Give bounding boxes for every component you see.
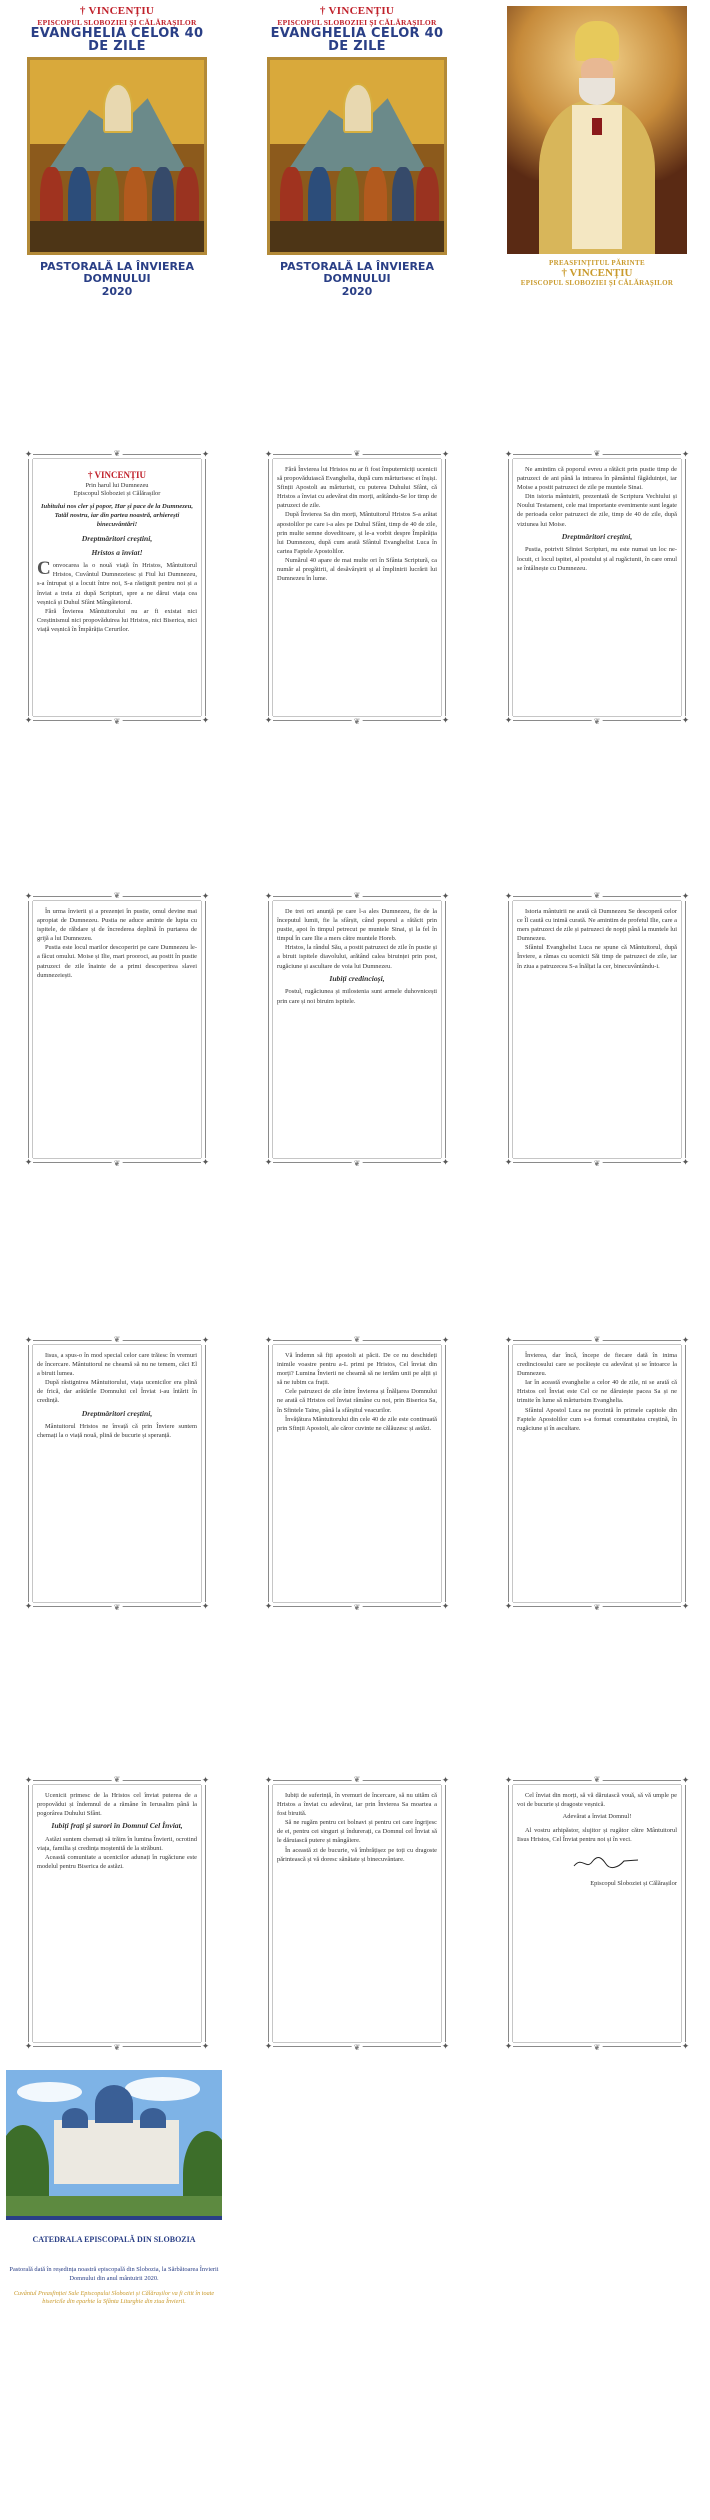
letter-line-2: Episcopul Sloboziei și Călărașilor bbox=[73, 490, 161, 498]
letter-address: Dreptmăritori creștini, bbox=[81, 533, 153, 543]
letter-paragraph: Pustia, potrivit Sfintei Scripturi, nu este numai un loc ne-locuit, ci locul ispitei, al postului și al rugăciunii, în care omul se întâlnește cu Dumnezeu. bbox=[517, 546, 677, 572]
final-sign: Episcopul Sloboziei și Călărașilor bbox=[590, 1880, 677, 1888]
page-frame: ✦ ✦ ✦ ✦ ❦ ❦ † VINCENȚIU Prin harul lui Dumnezeu Episcopul Sloboziei și Călărașilor Iubitului nos cler și popor, Har și pace de la Dumnezeu, Tatăl nostru, iar din partea noastră, arhierești binecuvântări! Dreptmăritori creștini, Hristos a înviat! Convocarea la o nouă viață în Hristos, Mântuitorul Hristos, Cuvântul Dumnezeiesc și Fiul lui Dumnezeu, s-a întrupat și a locuit între noi, S-a răstignit pentru noi și a înviat a treia zi după Scripturi, spre a ne dărui viața cea veșnică și Duhul Sfânt Mângâietorul. Fără Învierea Mântuitorului nu ar fi existat nici Creștinismul nici propovăduirea lui Hristos, nici Biserica, nici viață veșnică în Împărăția Cerurilor. bbox=[24, 449, 210, 726]
letter-page-8 bbox=[264, 1336, 450, 1611]
letter-hristos: Hristos a înviat! bbox=[91, 547, 143, 557]
letter-paragraph: Învierea, dar încă, începe de fiecare dată în inima credinciosului care se pocăiește cu adevărat și se întoarce la Dumnezeu. bbox=[517, 1352, 677, 1378]
cover-pastoral: PASTORALĂ LA ÎNVIEREA DOMNULUI bbox=[40, 259, 194, 285]
signature-image bbox=[572, 1854, 642, 1872]
cover-year: 2020 bbox=[101, 285, 133, 299]
page-frame: ✦ ✦ ✦ ✦ ❦ ❦ În urma învierii și a prezenței în pustie, omul devine mai apropiat de Dumnezeu. Pustia ne aduce aminte de lupta cu ispitele, de răbdare și de încrederea deplină în purtarea de grijă a lui Dumnezeu. Pustia este locul marilor descoperiri pe care Dumnezeu le-a făcut omului. Moise și Ilie, mari prooroci, au postit în pustie patruzeci de zile înainte de a primi descoperirea slavei dumnezeiești. bbox=[24, 891, 210, 1168]
portrait-caption-bottom: EPISCOPUL SLOBOZIEI ȘI CĂLĂRAȘILOR bbox=[520, 279, 674, 287]
letter-page-11 bbox=[264, 1776, 450, 2051]
letter-paragraph: Această comunitate a ucenicilor adunați în rugăciune este modelul pentru Biserica de astăzi. bbox=[37, 1854, 197, 1871]
letter-paragraph: Postul, rugăciunea și milostenia sunt armele duhovnicești prin care și noi biruim ispitele. bbox=[277, 988, 437, 1005]
page-frame: ✦ ✦ ✦ ✦ ❦ ❦ Ucenicii primesc de la Hristos cel înviat puterea de a propovădui și îndemnul de a rămâne în Ierusalim până la pogorârea Duhului Sfânt. Iubiți frați și surori în Domnul Cel Înviat, Astăzi suntem chemați să trăim în lumina Învierii, ocrotind viața, familia și credința moștenită de la străbuni. Această comunitate a ucenicilor adunați în rugăciune este modelul pentru Biserica de astăzi. bbox=[24, 1775, 210, 2052]
letter-page-1 bbox=[24, 450, 210, 725]
letter-paragraph: Pustia este locul marilor descoperiri pe care Dumnezeu le-a făcut omului. Moise și Ilie, mari prooroci, au postit în pustie patruzeci de zile înainte de a primi descoperirea slavei dumnezeiești. bbox=[37, 944, 197, 979]
cathedral-title: CATEDRALA EPISCOPALĂ DIN SLOBOZIA bbox=[32, 2235, 196, 2244]
cover-pastoral: PASTORALĂ LA ÎNVIEREA DOMNULUI bbox=[280, 259, 434, 285]
letter-paragraph: În această zi de bucurie, vă îmbrățișez pe toți cu dragoste părintească și vă doresc sănătate și binecuvântare. bbox=[277, 1846, 437, 1863]
transfiguration-icon-image bbox=[267, 57, 447, 255]
page-frame: ✦ ✦ ✦ ✦ ❦ ❦ Vă îndemn să fiți apostoli ai păcii. De ce nu deschideți inimile voastre pentru a-L primi pe Hristos, Cel înviat din morți? Lumina Învierii ne cheamă să ne iertăm unii pe alții și să ne iubim ca frații. Cele patruzeci de zile între Învierea și Înălțarea Domnului ne arată că Hristos cel înviat rămâne cu noi, prin Biserica Sa, în Sfintele Taine, până la sfârșitul veacurilor. Învățătura Mântuitorului din cele 40 de zile este continuată prin Sfinții Apostoli, ale căror cuvinte ne călăuzesc și astăzi. bbox=[264, 1335, 450, 1612]
letter-paragraph: După răstignirea Mântuitorului, viața ucenicilor era plină de frică, dar arătările Domnului cel Înviat i-au întărit în credință. bbox=[37, 1379, 197, 1405]
page-frame: ✦ ✦ ✦ ✦ ❦ ❦ Învierea, dar încă, începe de fiecare dată în inima credinciosului care se pocăiește cu adevărat și se întoarce la Dumnezeu. Iar în această evanghelie a celor 40 de zile, ni se arată că Hristos cel Înviat este Cel ce ne dăruiește pacea Sa și ne trimite în lume să mărturisim Evanghelia. Sfântul Apostol Luca ne prezintă în primele capitole din Faptele Apostolilor cum s-a format comunitatea creștină, în rugăciune și în ascultare. bbox=[504, 1335, 690, 1612]
page-frame: ✦ ✦ ✦ ✦ ❦ ❦ Fără Învierea lui Hristos nu ar fi fost împuterniciți ucenicii să propovăduiască Evanghelia, după cum mărturisesc ei înșiși. Sfinții Apostoli au mărturisit, cu puterea Duhului Sfânt, că Hristos a înviat cu adevărat din morți, arătându-Se lor timp de patruzeci de zile. După Învierea Sa din morți, Mântuitorul Hristos S-a arătat apostolilor pe care i-a ales pe Duhul Sfânt, timp de 40 de zile, prin multe semne doveditoare, și le-a vorbit despre Împărăția lui Dumnezeu, după cum arată Sfântul Evanghelist Luca în cartea Faptele Apostolilor. Numărul 40 apare de mai multe ori în Sfânta Scriptură, ca număr al pregătirii, al desăvârșirii și al împlinirii lucrării lui Dumnezeu în lume. bbox=[264, 449, 450, 726]
letter-paragraph: Cele patruzeci de zile între Învierea și Înălțarea Domnului ne arată că Hristos cel înviat rămâne cu noi, prin Biserica Sa, în Sfintele Taine, până la sfârșitul veacurilor. bbox=[277, 1388, 437, 1414]
cover-diocese: EPISCOPUL SLOBOZIEI ȘI CĂLĂRAȘILOR bbox=[277, 17, 437, 27]
page-frame: ✦ ✦ ✦ ✦ ❦ ❦ Istoria mântuirii ne arată că Dumnezeu Se descoperă celor ce Îl caută cu inimă curată. Ne amintim de profetul Ilie, care a mers patruzeci de zile și patruzeci de nopți până la muntele lui Dumnezeu. Sfântul Evanghelist Luca ne spune că Mântuitorul, după Înviere, a rămas cu ucenicii Săi timp de patruzeci de zile, iar în ziua a patruzecea S-a înălțat la cer, binecuvântându-i. bbox=[504, 891, 690, 1168]
cover-bishop: † VINCENȚIU bbox=[79, 5, 155, 17]
letter-page-2 bbox=[264, 450, 450, 725]
portrait-name: † VINCENȚIU bbox=[561, 267, 633, 279]
letter-paragraph: Numărul 40 apare de mai multe ori în Sfânta Scriptură, ca număr al pregătirii, al desăvârșirii și al împlinirii lucrării lui Dumnezeu în lume. bbox=[277, 556, 437, 583]
letter-paragraph: Istoria mântuirii ne arată că Dumnezeu Se descoperă celor ce Îl caută cu inimă curată. Ne amintim de profetul Ilie, care a mers patruzeci de zile și patruzeci de nopți până la muntele lui Dumnezeu. bbox=[517, 908, 677, 943]
page-frame: ✦ ✦ ✦ ✦ ❦ ❦ De trei ori anunță pe care l-a ales Dumnezeu, fie de la începutul lumii, fie la sfârșit, când poporul a rătăcit prin pustie, apoi în timpul petrecut pe muntele Sinai, și la fel în timpul în care Ilie a mers către muntele Horeb. Hristos, la rândul Său, a postit patruzeci de zile în pustie și a biruit ispitele diavolului, arătând calea biruinței prin post, rugăciune și ascultare de voia lui Dumnezeu. Iubiți credincioși, Postul, rugăciunea și milostenia sunt armele duhovnicești prin care și noi biruim ispitele. bbox=[264, 891, 450, 1168]
page-frame: ✦ ✦ ✦ ✦ ❦ ❦ Iubiți de suferință, în vremuri de încercare, să nu uităm că Hristos a înviat cu adevărat, iar prin Învierea Sa moartea a fost biruită. Să ne rugăm pentru cei bolnavi și pentru cei care îngrijesc de ei, pentru cei singuri și îndurerați, ca Domnul cel Înviat să le dăruiască putere și mângâiere. În această zi de bucurie, vă îmbrățișez pe toți cu dragoste părintească și vă doresc sănătate și binecuvântare. bbox=[264, 1775, 450, 2052]
letter-paragraph: Sfântul Apostol Luca ne prezintă în primele capitole din Faptele Apostolilor cum s-a format comunitatea creștină, în rugăciune și în ascultare. bbox=[517, 1406, 677, 1432]
cover-gospel-title: EVANGHELIA CELOR 40 DE ZILE bbox=[30, 25, 204, 55]
portrait-caption-top: PREASFINȚITUL PĂRINTE bbox=[549, 259, 645, 267]
letter-page-7 bbox=[24, 1336, 210, 1611]
letter-bishop-name: † VINCENȚIU bbox=[87, 470, 147, 480]
section-heading: Dreptmăritori creștini, bbox=[561, 531, 633, 541]
letter-paragraph: Sfântul Evanghelist Luca ne spune că Mântuitorul, după Înviere, a rămas cu ucenicii Săi timp de patruzeci de zile, iar în ziua a patruzecea S-a înălțat la cer, binecuvântându-i. bbox=[517, 944, 677, 970]
letter-paragraph: Mântuitorul Hristos ne învață că prin Înviere suntem chemați la o viață nouă, plină de bucurie și speranță. bbox=[37, 1423, 197, 1440]
cathedral-caption: Pastorală dată în reședința noastră episcopală din Slobozia, la Sărbătoarea Învierii Domnului din anul mântuirii 2020. bbox=[9, 2266, 219, 2282]
page-frame: ✦ ✦ ✦ ✦ ❦ ❦ Iisus, a spus-o în mod special celor care trăiesc în vremuri de încercare. Mântuitorul ne cheamă să nu ne temem, căci El a biruit lumea. După răstignirea Mântuitorului, viața ucenicilor era plină de frică, dar arătările Domnului cel Înviat i-au întărit în credință. Dreptmăritori creștini, Mântuitorul Hristos ne învață că prin Înviere suntem chemați la o viață nouă, plină de bucurie și speranță. bbox=[24, 1335, 210, 1612]
letter-page-5 bbox=[264, 892, 450, 1167]
letter-paragraph: Ne amintim că poporul evreu a rătăcit prin pustie timp de patruzeci de ani până la intrarea în pământul făgăduinței, iar Moise a postit patruzeci de zile pe muntele Sinai. bbox=[517, 466, 677, 492]
letter-page-10 bbox=[24, 1776, 210, 2051]
final-line-1: Cel înviat din morți, să vă dăruiască vouă, să vă umple pe voi de bucurie și dragoste veșnică. bbox=[517, 1792, 677, 1809]
section-heading: Dreptmăritori creștini, bbox=[81, 1408, 153, 1418]
cover-bishop: † VINCENȚIU bbox=[319, 5, 395, 17]
letter-greeting: Iubitului nos cler și popor, Har și pace de la Dumnezeu, Tatăl nostru, iar din partea noastră, arhierești binecuvântări! bbox=[40, 503, 194, 528]
letter-paragraph: Iar în această evanghelie a celor 40 de zile, ni se arată că Hristos cel Înviat este Cel ce ne dăruiește pacea Sa și ne trimite în lume să mărturisim Evanghelia. bbox=[517, 1379, 677, 1405]
section-heading: Iubiți credincioși, bbox=[329, 973, 385, 983]
letter-page-6 bbox=[504, 892, 690, 1167]
cover-page-1 bbox=[24, 5, 210, 299]
page-frame: ✦ ✦ ✦ ✦ ❦ ❦ Cel înviat din morți, să vă dăruiască vouă, să vă umple pe voi de bucurie și dragoste veșnică. Adevărat a înviat Domnul! Al vostru arhipăstor, slujitor și rugător către Mântuitorul Iisus Hristos, Cel Înviat pentru noi și în veci. Episcopul Sloboziei și Călărașilor bbox=[504, 1775, 690, 2052]
letter-paragraph: Astăzi suntem chemați să trăim în lumina Învierii, ocrotind viața, familia și credința moștenită de la străbuni. bbox=[37, 1836, 197, 1853]
final-line-3: Al vostru arhipăstor, slujitor și rugător către Mântuitorul Iisus Hristos, Cel Înviat pentru noi și în veci. bbox=[517, 1826, 677, 1843]
drop-cap: C bbox=[37, 558, 51, 580]
letter-paragraph: Să ne rugăm pentru cei bolnavi și pentru cei care îngrijesc de ei, pentru cei singuri și îndurerați, ca Domnul cel Înviat să le dăruiască putere și mângâiere. bbox=[277, 1819, 437, 1845]
letter-page-3 bbox=[504, 450, 690, 725]
page-frame: ✦ ✦ ✦ ✦ ❦ ❦ Ne amintim că poporul evreu a rătăcit prin pustie timp de patruzeci de ani până la intrarea în pământul făgăduinței, iar Moise a postit patruzeci de zile pe muntele Sinai. Din istoria mântuirii, prezentată de Scriptura Vechiului și Noului Testament, cele mai importante evenimente sunt legate de perioada celor patruzeci de zile, timp de 40 de zile, după viziunea lui Moise. Dreptmăritori creștini, Pustia, potrivit Sfintei Scripturi, nu este numai un loc ne-locuit, ci locul ispitei, al postului și al rugăciunii, în care omul se întâlnește cu Dumnezeu. bbox=[504, 449, 690, 726]
letter-paragraph: De trei ori anunță pe care l-a ales Dumnezeu, fie de la începutul lumii, fie la sfârșit, când poporul a rătăcit prin pustie, apoi în timpul petrecut pe muntele Sinai, și la fel în timpul în care Ilie a mers către muntele Horeb. bbox=[277, 908, 437, 943]
letter-paragraph: Fără Învierea lui Hristos nu ar fi fost împuterniciți ucenicii să propovăduiască Evanghelia, după cum mărturisesc ei înșiși. Sfinții Apostoli au mărturisit, cu puterea Duhului Sfânt, că Hristos a înviat cu adevărat din morți, arătându-Se lor timp de patruzeci de zile. bbox=[277, 466, 437, 510]
letter-paragraph: Fără Învierea Mântuitorului nu ar fi existat nici Creștinismul nici propovăduirea lui Hristos, nici Biserica, nici viață veșnică în Împărăția Cerurilor. bbox=[37, 607, 197, 633]
letter-page-9 bbox=[504, 1336, 690, 1611]
bishop-portrait-image bbox=[507, 6, 687, 254]
letter-paragraph: În urma învierii și a prezenței în pustie, omul devine mai apropiat de Dumnezeu. Pustia ne aduce aminte de lupta cu ispitele, de răbdare și de încrederea deplină în purtarea de grijă a lui Dumnezeu. bbox=[37, 908, 197, 943]
cathedral-photo bbox=[6, 2070, 222, 2220]
letter-line-1: Prin harul lui Dumnezeu bbox=[85, 481, 149, 489]
letter-paragraph: Hristos, la rândul Său, a postit patruzeci de zile în pustie și a biruit ispitele diavolului, arătând calea biruinței prin post, rugăciune și ascultare de voia lui Dumnezeu. bbox=[277, 944, 437, 970]
section-heading: Iubiți frați și surori în Domnul Cel Înviat, bbox=[51, 1821, 183, 1831]
final-line-2: Adevărat a înviat Domnul! bbox=[562, 1813, 632, 1821]
letter-paragraph: Iubiți de suferință, în vremuri de încercare, să nu uităm că Hristos a înviat cu adevărat, iar prin Învierea Sa moartea a fost biruită. bbox=[277, 1792, 437, 1818]
letter-final-page bbox=[504, 1776, 690, 2051]
letter-paragraph: Învățătura Mântuitorului din cele 40 de zile este continuată prin Sfinții Apostoli, ale căror cuvinte ne călăuzesc și astăzi. bbox=[277, 1415, 437, 1432]
letter-paragraph: Ucenicii primesc de la Hristos cel înviat puterea de a propovădui și îndemnul de a rămâne în Ierusalim până la pogorârea Duhului Sfânt. bbox=[37, 1792, 197, 1818]
cover-page-2 bbox=[264, 5, 450, 299]
portrait-page bbox=[504, 6, 690, 287]
letter-page-4 bbox=[24, 892, 210, 1167]
cover-year: 2020 bbox=[341, 285, 373, 299]
letter-paragraph: Din istoria mântuirii, prezentată de Scriptura Vechiului și Noului Testament, cele mai importante evenimente sunt legate de perioada celor patruzeci de zile, timp de 40 de zile, după viziunea lui Moise. bbox=[517, 493, 677, 528]
cathedral-note: Cuvântul Preasfinției Sale Episcopului Sloboziei și Călărașilor va fi citit în toate bisericile din eparhie la Sfânta Liturghie din ziua Învierii. bbox=[13, 2290, 215, 2306]
cover-gospel-title: EVANGHELIA CELOR 40 DE ZILE bbox=[270, 25, 444, 55]
cover-diocese: EPISCOPUL SLOBOZIEI ȘI CĂLĂRAȘILOR bbox=[37, 17, 197, 27]
letter-paragraph: După Învierea Sa din morți, Mântuitorul Hristos S-a arătat apostolilor pe care i-a ales pe Duhul Sfânt, timp de 40 de zile, prin multe semne doveditoare, și le-a vorbit despre Împărăția lui Dumnezeu, după cum arată Sfântul Evanghelist Luca în cartea Faptele Apostolilor. bbox=[277, 511, 437, 555]
letter-paragraph: Vă îndemn să fiți apostoli ai păcii. De ce nu deschideți inimile voastre pentru a-L primi pe Hristos, Cel înviat din morți? Lumina Învierii ne cheamă să ne iertăm unii pe alții și să ne iubim ca frații. bbox=[277, 1352, 437, 1387]
transfiguration-icon-image bbox=[27, 57, 207, 255]
letter-paragraph: onvocarea la o nouă viață în Hristos, Mântuitorul Hristos, Cuvântul Dumnezeiesc și Fiul lui Dumnezeu, s-a întrupat și a locuit între noi, S-a răstignit pentru noi și a înviat a treia zi după Scripturi, spre a ne dărui viața cea veșnică și Duhul Sfânt Mângâietorul. bbox=[37, 562, 197, 606]
letter-paragraph: Iisus, a spus-o în mod special celor care trăiesc în vremuri de încercare. Mântuitorul ne cheamă să nu ne temem, căci El a biruit lumea. bbox=[37, 1352, 197, 1378]
